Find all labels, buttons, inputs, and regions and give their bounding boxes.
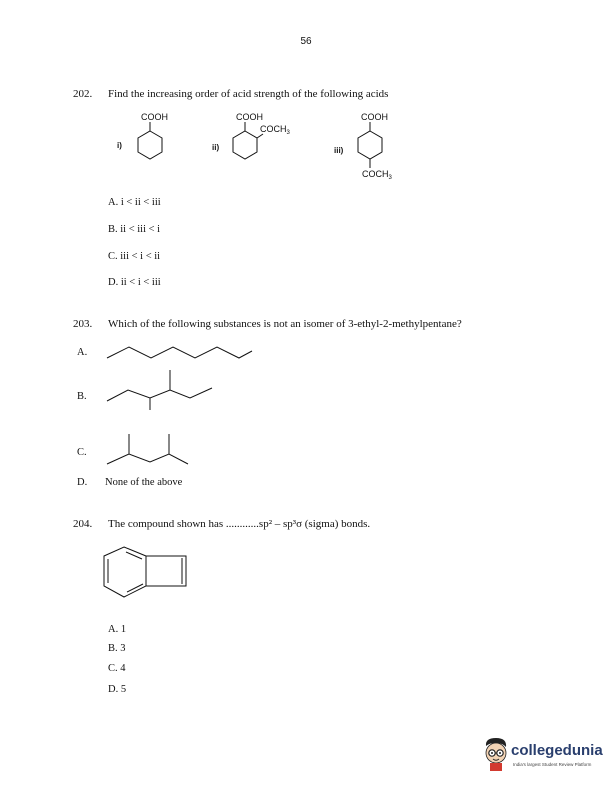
q203-option-a-label[interactable]: A. <box>77 347 88 358</box>
structure-ii-coch3: $COCH_3$ <box>260 124 290 136</box>
structure-i-benzene <box>130 122 170 167</box>
structure-i-label: i) <box>117 141 122 150</box>
brand-tagline: India's largest Student Review Platform <box>513 762 592 767</box>
mascot-icon <box>481 736 511 772</box>
structure-ii-label: ii) <box>212 143 220 152</box>
q203-option-b-label[interactable]: B. <box>77 391 87 402</box>
question-202-number: 202. <box>73 88 93 100</box>
structure-iii-cooh: COOH <box>361 112 388 122</box>
q204-option-b[interactable]: B. 3 <box>108 643 126 654</box>
q202-option-c[interactable]: C. iii < i < ii <box>108 251 161 262</box>
structure-i-cooh: COOH <box>141 112 168 122</box>
q203-option-b-structure <box>105 368 220 413</box>
q203-option-c-label[interactable]: C. <box>77 447 87 458</box>
q203-option-d-text[interactable]: None of the above <box>105 477 183 488</box>
structure-ii-benzene <box>225 122 270 167</box>
q204-option-a[interactable]: A. 1 <box>108 624 127 635</box>
question-202-text: Find the increasing order of acid strength of the following acids <box>108 88 389 100</box>
structure-iii-coch3: $COCH_3$ <box>362 169 392 181</box>
question-203-text: Which of the following substances is not an isomer of 3-ethyl-2-methylpentane? <box>108 318 462 330</box>
question-203-number: 203. <box>73 318 93 330</box>
q202-option-d[interactable]: D. ii < i < iii <box>108 277 161 288</box>
q203-option-d-label[interactable]: D. <box>77 477 88 488</box>
q204-option-c[interactable]: C. 4 <box>108 663 126 674</box>
structure-iii-label: iii) <box>334 146 344 155</box>
structure-ii-cooh: COOH <box>236 112 263 122</box>
brand-logo-text: collegedunia <box>511 742 603 759</box>
q204-bicyclic-structure <box>100 545 195 600</box>
q204-option-d[interactable]: D. 5 <box>108 684 127 695</box>
q202-option-b[interactable]: B. ii < iii < i <box>108 224 161 235</box>
question-204-number: 204. <box>73 518 93 530</box>
q202-option-a[interactable]: A. i < ii < iii <box>108 197 161 208</box>
question-204-text: The compound shown has ............sp² – sp³σ (sigma) bonds. <box>108 518 371 530</box>
q203-option-c-structure <box>105 430 190 468</box>
page-number: 56 <box>300 36 312 47</box>
q203-option-a-structure <box>105 344 255 360</box>
structure-iii-benzene <box>350 122 390 174</box>
